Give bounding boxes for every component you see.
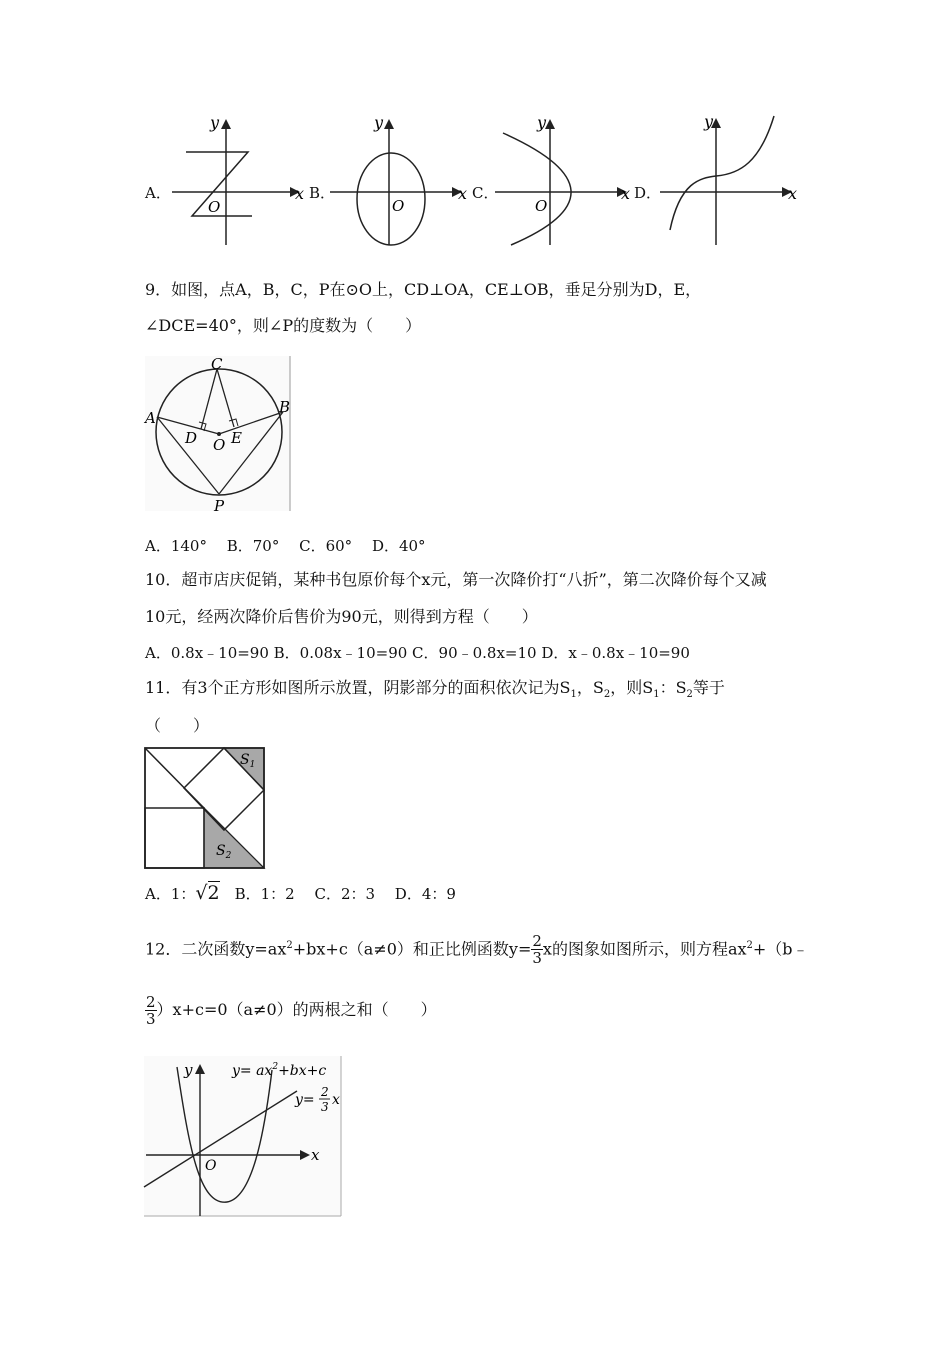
q11-label-s1: $S_1$ [240, 752, 256, 770]
q12-question-line2: $\frac{2}{3}$ ）x+c=0（a≠0）的两根之和（ ） [146, 993, 437, 1028]
q8-option-c-label: C． [472, 184, 499, 202]
q8c-origin-label: O [535, 197, 548, 215]
q12-fraction-2-3-line2: $\frac{2}{3}$ [146, 993, 156, 1028]
q8b-x-label: x [458, 184, 468, 203]
q9-circle-figure [145, 356, 295, 514]
q8-option-a-label: A． [145, 184, 171, 202]
q9-label-c: C [211, 355, 223, 373]
q11-question-line2: （ ） [145, 716, 210, 735]
q9-label-a: A [145, 409, 156, 427]
q9-question-line2: ∠DCE=40°，则∠P的度数为（ ） [145, 316, 422, 335]
q11-squares-figure [144, 747, 268, 871]
q12-line-label-num: 2 [321, 1085, 329, 1099]
q8a-x-label: x [295, 184, 305, 203]
q12-parabola-label: $y= ax^2+bx+c$ [232, 1062, 327, 1079]
q12-question-line1: 12．二次函数$y=ax^2+bx+c(a\ne 0)$和正比例函数y= $\frac{2}{3}$ x的图象如图所示，则方程$ax^2+(b﹣$ [145, 932, 809, 968]
q8c-x-label: x [621, 184, 631, 203]
q11-options: A．1：√2 B．1：2 C．2：3 D．4：9 [145, 882, 456, 904]
q12-line-label: y= [295, 1092, 315, 1108]
q10-options: A．0.8x﹣10=90 B．0.08x﹣10=90 C．90﹣0.8x=10 D．x﹣0.8x﹣10=90 [145, 644, 690, 662]
q12-graph-figure [144, 1056, 344, 1218]
q8-option-d-label: D． [634, 184, 662, 202]
q8-graph-c [495, 115, 635, 247]
q8a-y-label: y [210, 113, 220, 132]
q8-option-b-label: B． [309, 184, 336, 202]
q11-question-line1: 11．有3个正方形如图所示放置，阴影部分的面积依次记为$S_1$，$S_2$，则$S_1$：$S_2$等于 [145, 678, 725, 701]
q9-question-line1: 9．如图，点A，B，C，P在⊙O上，CD⊥OA，CE⊥OB，垂足分别为D，E， [145, 280, 702, 299]
q8-graph-a [172, 115, 307, 247]
q9-label-p: P [214, 497, 225, 515]
q8a-origin-label: O [208, 198, 221, 216]
q8d-x-label: x [788, 184, 798, 203]
q9-label-b: B [279, 398, 291, 416]
q9-label-d: D [185, 429, 198, 447]
q12-origin-label: O [205, 1158, 217, 1174]
q8-graph-d [660, 112, 800, 246]
q12-line-label-x: x [332, 1092, 340, 1108]
q10-question-line2: 10元，经两次降价后售价为90元，则得到方程（ ） [145, 607, 538, 626]
q9-options: A．140° B．70° C．60° D．40° [145, 537, 426, 555]
q8b-y-label: y [374, 113, 384, 132]
q12-y-axis-label: y [184, 1061, 193, 1079]
q8d-y-label: y [704, 112, 714, 131]
q9-label-o: O [213, 436, 226, 454]
q8c-y-label: y [537, 113, 547, 132]
q9-label-e: E [231, 429, 242, 447]
q10-question-line1: 10．超市店庆促销，某种书包原价每个x元，第一次降价打“八折”，第二次降价每个又减 [145, 570, 767, 589]
q12-x-axis-label: x [311, 1146, 320, 1164]
q11-label-s2: $S_2$ [216, 843, 232, 861]
q8b-origin-label: O [392, 197, 405, 215]
q12-line-label-den: 3 [321, 1100, 329, 1114]
q12-fraction-2-3: $\frac{2}{3}$ [532, 932, 542, 968]
q8-graph-b [330, 115, 470, 247]
